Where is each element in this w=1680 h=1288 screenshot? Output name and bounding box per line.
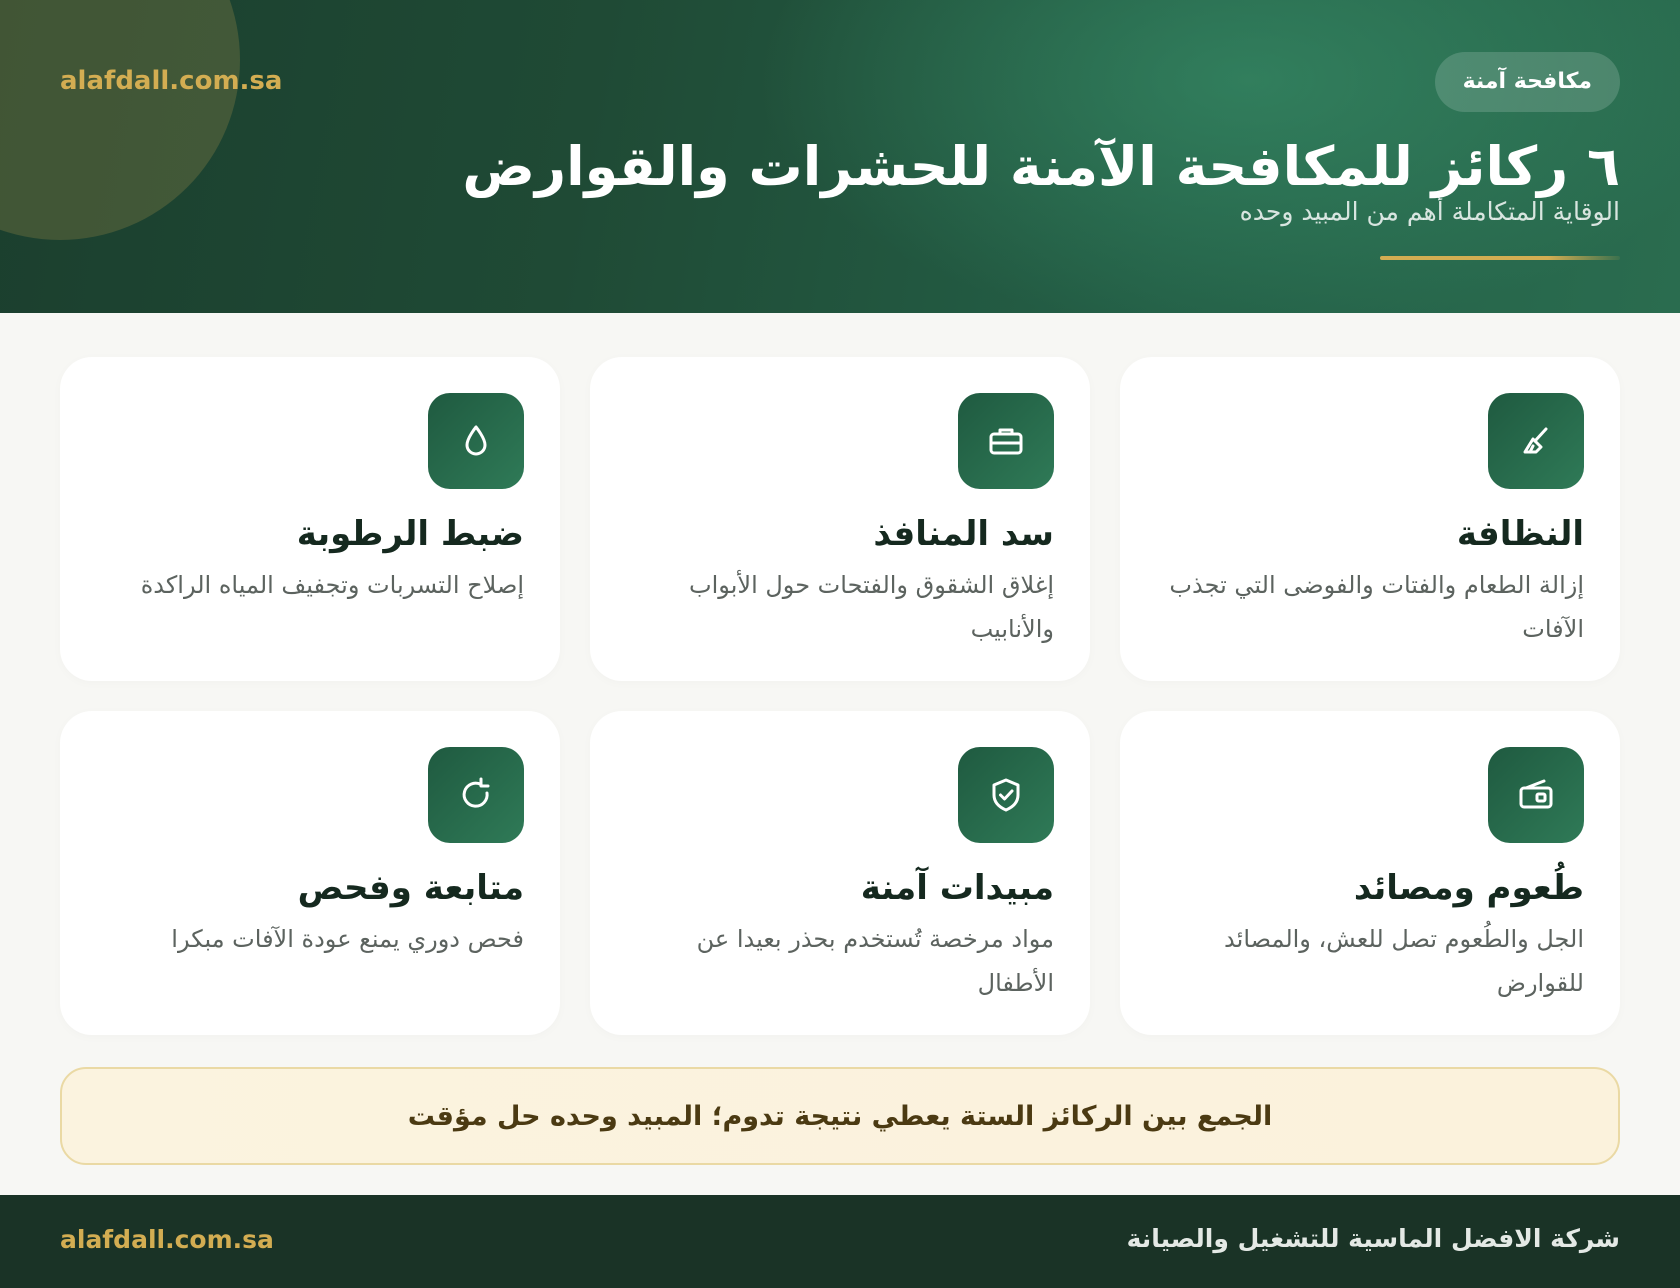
- pillar-card-baits: [1120, 711, 1620, 1035]
- pillar-title: مبيدات آمنة: [860, 868, 1054, 908]
- footer: [0, 1195, 1680, 1288]
- category-badge: مكافحة آمنة: [1435, 52, 1620, 112]
- header-website-link[interactable]: alafdall.com.sa: [60, 66, 283, 96]
- pillar-title: النظافة: [1456, 514, 1584, 554]
- broom-icon: [1488, 393, 1584, 489]
- refresh-icon: [428, 747, 524, 843]
- pillar-card-sealing: [590, 357, 1090, 681]
- company-name: شركة الافضل الماسية للتشغيل والصيانة: [1126, 1224, 1620, 1253]
- pillar-title: متابعة وفحص: [297, 868, 524, 908]
- water-drop-icon: [428, 393, 524, 489]
- pillar-description: إصلاح التسربات وتجفيف المياه الراكدة: [140, 571, 524, 599]
- pillars-grid: [60, 357, 1620, 1035]
- pillar-description: إغلاق الشقوق والفتحات حول الأبواب والأنابيب: [689, 571, 1054, 643]
- pillar-title: سد المنافذ: [873, 514, 1054, 554]
- page-title: ٦ ركائز للمكافحة الآمنة للحشرات والقوارض: [462, 135, 1620, 198]
- header-banner: [0, 0, 1680, 313]
- pillar-description: فحص دوري يمنع عودة الآفات مبكرا: [171, 925, 524, 953]
- pillar-title: ضبط الرطوبة: [296, 514, 524, 554]
- title-underline: [1380, 256, 1620, 260]
- pillar-description: إزالة الطعام والفتات والفوضى التي تجذب الآفات: [1169, 571, 1584, 643]
- pillar-title: طُعوم ومصائد: [1353, 868, 1584, 908]
- decorative-circle: [0, 0, 240, 240]
- footer-website-link[interactable]: alafdall.com.sa: [60, 1225, 274, 1254]
- bait-station-icon: [1488, 747, 1584, 843]
- pillar-card-humidity: [60, 357, 560, 681]
- pillar-description: الجل والطُعوم تصل للعش، والمصائد للقوارض: [1224, 925, 1584, 997]
- summary-note: الجمع بين الركائز الستة يعطي نتيجة تدوم؛ المبيد وحده حل مؤقت: [60, 1067, 1620, 1165]
- pillar-card-safe-pesticides: [590, 711, 1090, 1035]
- pillar-description: مواد مرخصة تُستخدم بحذر بعيدا عن الأطفال: [696, 925, 1054, 997]
- pillar-card-monitoring: [60, 711, 560, 1035]
- shield-check-icon: [958, 747, 1054, 843]
- pillar-card-cleanliness: [1120, 357, 1620, 681]
- page-subtitle: الوقاية المتكاملة أهم من المبيد وحده: [1239, 197, 1620, 226]
- toolbox-icon: [958, 393, 1054, 489]
